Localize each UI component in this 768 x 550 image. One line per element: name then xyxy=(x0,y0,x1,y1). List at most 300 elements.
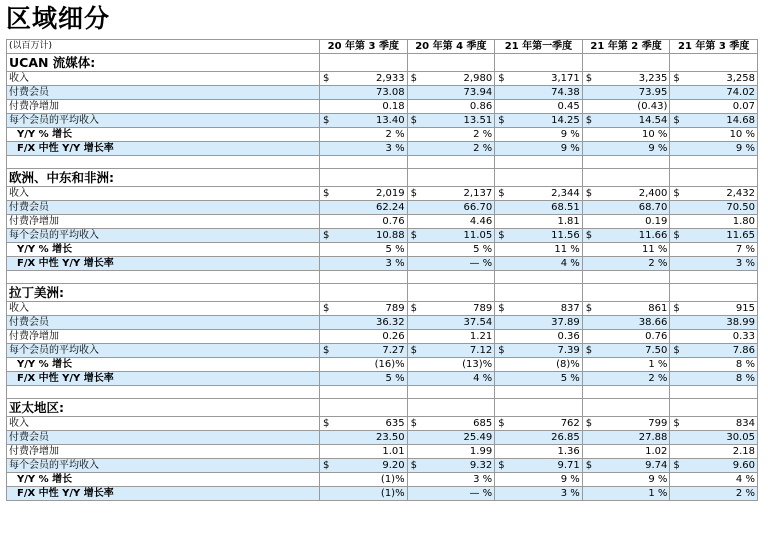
section-cell xyxy=(495,169,583,187)
value-text: 3,235 xyxy=(638,73,668,84)
value-text: 0.36 xyxy=(557,331,580,342)
value-cell xyxy=(320,316,408,330)
column-header: 21 年第 3 季度 xyxy=(670,40,758,54)
row-label: F/X 中性 Y/Y 增长率 xyxy=(7,257,320,271)
row-label: 每个会员的平均收入 xyxy=(7,114,320,128)
value-cell xyxy=(320,72,408,86)
value-cell xyxy=(407,459,495,473)
value-cell xyxy=(407,431,495,445)
row-label: 付费净增加 xyxy=(7,100,320,114)
value-cell xyxy=(670,100,758,114)
value-cell xyxy=(670,215,758,229)
table-row xyxy=(7,142,758,156)
value-text: 1.02 xyxy=(645,446,668,457)
value-text: 9 % xyxy=(735,143,755,154)
value-text: 14.54 xyxy=(638,115,668,126)
value-text: 2,432 xyxy=(726,188,755,199)
currency-symbol: $ xyxy=(410,115,417,126)
table-row xyxy=(7,215,758,229)
currency-symbol: $ xyxy=(410,188,417,199)
value-cell xyxy=(582,100,670,114)
currency-symbol: $ xyxy=(498,73,505,84)
value-text: 26.85 xyxy=(551,432,580,443)
value-text: 0.18 xyxy=(382,101,405,112)
section-title: 亚太地区: xyxy=(7,399,320,417)
value-cell xyxy=(582,459,670,473)
section-cell xyxy=(407,284,495,302)
value-cell xyxy=(407,100,495,114)
value-cell xyxy=(407,215,495,229)
value-text: 799 xyxy=(648,418,668,429)
value-cell xyxy=(320,344,408,358)
value-text: 2 % xyxy=(648,258,668,269)
spacer-row xyxy=(7,271,758,284)
row-label: Y/Y % 增长 xyxy=(7,243,320,257)
value-text: 915 xyxy=(735,303,755,314)
value-cell xyxy=(320,473,408,487)
column-header: 20 年第 4 季度 xyxy=(407,40,495,54)
currency-symbol: $ xyxy=(410,418,417,429)
value-cell xyxy=(582,257,670,271)
value-cell xyxy=(670,229,758,243)
value-text: 37.89 xyxy=(551,317,580,328)
value-text: 2 % xyxy=(473,143,493,154)
value-text: 10.88 xyxy=(375,230,405,241)
value-cell xyxy=(495,72,583,86)
value-cell xyxy=(320,372,408,386)
value-cell xyxy=(582,487,670,501)
column-header: 21 年第 2 季度 xyxy=(582,40,670,54)
value-cell xyxy=(670,344,758,358)
value-cell xyxy=(407,72,495,86)
currency-symbol: $ xyxy=(323,460,330,471)
table-row xyxy=(7,358,758,372)
section-cell xyxy=(582,54,670,72)
value-cell xyxy=(495,201,583,215)
value-cell xyxy=(407,229,495,243)
spacer-cell xyxy=(320,386,408,399)
value-cell xyxy=(582,215,670,229)
value-text: 66.70 xyxy=(463,202,493,213)
currency-symbol: $ xyxy=(498,460,505,471)
value-text: 1.99 xyxy=(469,446,493,457)
table-row xyxy=(7,316,758,330)
value-text: 1.80 xyxy=(732,216,755,227)
row-label: 付费会员 xyxy=(7,86,320,100)
page-title: 区域细分 xyxy=(6,4,111,33)
spacer-cell xyxy=(320,271,408,284)
value-cell xyxy=(495,487,583,501)
row-label: 收入 xyxy=(7,417,320,431)
value-cell xyxy=(320,459,408,473)
currency-symbol: $ xyxy=(585,418,593,429)
value-text: (1)% xyxy=(380,488,405,499)
value-text: 789 xyxy=(385,303,405,314)
value-text: 0.76 xyxy=(645,331,668,342)
value-cell xyxy=(495,100,583,114)
value-cell xyxy=(407,142,495,156)
value-cell xyxy=(495,243,583,257)
value-cell xyxy=(320,302,408,316)
value-cell xyxy=(320,128,408,142)
value-cell xyxy=(495,417,583,431)
currency-symbol: $ xyxy=(410,73,417,84)
currency-symbol: $ xyxy=(585,73,593,84)
value-cell xyxy=(670,257,758,271)
value-cell xyxy=(407,243,495,257)
value-text: 13.51 xyxy=(463,115,493,126)
table-row xyxy=(7,100,758,114)
currency-symbol: $ xyxy=(498,230,505,241)
value-cell xyxy=(495,114,583,128)
currency-symbol: $ xyxy=(410,303,417,314)
value-cell xyxy=(495,229,583,243)
value-text: 23.50 xyxy=(375,432,405,443)
value-text: 3 % xyxy=(385,143,405,154)
row-label: 每个会员的平均收入 xyxy=(7,459,320,473)
section-cell xyxy=(670,399,758,417)
value-text: 7.86 xyxy=(732,345,755,356)
value-text: 11 % xyxy=(641,244,668,255)
row-label: 付费净增加 xyxy=(7,215,320,229)
value-cell xyxy=(495,372,583,386)
value-text: (8)% xyxy=(556,359,580,370)
value-text: 8 % xyxy=(735,373,755,384)
value-text: 7 % xyxy=(735,244,755,255)
value-text: — % xyxy=(469,258,493,269)
value-text: 11 % xyxy=(554,244,580,255)
value-cell xyxy=(320,142,408,156)
spacer-row xyxy=(7,156,758,169)
value-text: 5 % xyxy=(385,373,405,384)
currency-symbol: $ xyxy=(323,418,330,429)
value-text: 14.68 xyxy=(726,115,755,126)
value-text: 7.12 xyxy=(469,345,493,356)
value-text: 0.07 xyxy=(732,101,755,112)
section-title: 拉丁美洲: xyxy=(7,284,320,302)
table-row xyxy=(7,431,758,445)
value-cell xyxy=(670,372,758,386)
section-cell xyxy=(407,54,495,72)
spacer-cell xyxy=(7,156,320,169)
value-text: 7.27 xyxy=(382,345,405,356)
section-cell xyxy=(582,399,670,417)
spacer-cell xyxy=(320,156,408,169)
section-cell xyxy=(670,284,758,302)
value-text: 1.01 xyxy=(382,446,405,457)
value-text: (16)% xyxy=(374,359,405,370)
value-text: 2 % xyxy=(385,129,405,140)
value-text: 9.32 xyxy=(469,460,493,471)
currency-symbol: $ xyxy=(323,188,330,199)
value-cell xyxy=(582,201,670,215)
value-cell xyxy=(320,187,408,201)
value-cell xyxy=(495,316,583,330)
value-cell xyxy=(670,445,758,459)
value-cell xyxy=(582,114,670,128)
spacer-cell xyxy=(407,156,495,169)
value-text: 9.20 xyxy=(382,460,405,471)
currency-symbol: $ xyxy=(410,345,417,356)
value-text: (1)% xyxy=(380,474,405,485)
section-cell xyxy=(320,284,408,302)
value-cell xyxy=(407,344,495,358)
value-cell xyxy=(670,86,758,100)
value-cell xyxy=(582,330,670,344)
value-text: 3,171 xyxy=(551,73,580,84)
value-text: 8 % xyxy=(735,359,755,370)
value-text: 3 % xyxy=(385,258,405,269)
value-cell xyxy=(320,358,408,372)
section-cell xyxy=(582,284,670,302)
currency-symbol: $ xyxy=(498,188,505,199)
spacer-row xyxy=(7,386,758,399)
row-label: 付费会员 xyxy=(7,201,320,215)
value-cell xyxy=(582,417,670,431)
value-text: 2 % xyxy=(735,488,755,499)
value-text: 25.49 xyxy=(463,432,493,443)
row-label: Y/Y % 增长 xyxy=(7,358,320,372)
value-text: 2,344 xyxy=(551,188,580,199)
value-text: 73.95 xyxy=(638,87,668,98)
spacer-cell xyxy=(407,271,495,284)
table-row xyxy=(7,459,758,473)
section-cell xyxy=(582,169,670,187)
currency-symbol: $ xyxy=(410,230,417,241)
spacer-cell xyxy=(670,271,758,284)
value-text: 9 % xyxy=(648,474,668,485)
row-label: F/X 中性 Y/Y 增长率 xyxy=(7,487,320,501)
row-label: 每个会员的平均收入 xyxy=(7,344,320,358)
value-text: 14.25 xyxy=(551,115,580,126)
value-text: 1 % xyxy=(648,488,668,499)
row-label: 收入 xyxy=(7,187,320,201)
currency-symbol: $ xyxy=(323,345,330,356)
value-cell xyxy=(407,445,495,459)
regional-breakdown-table xyxy=(6,39,758,501)
value-text: 13.40 xyxy=(375,115,405,126)
value-cell xyxy=(582,473,670,487)
unit-label: (以百万计) xyxy=(7,40,320,54)
table-row xyxy=(7,330,758,344)
section-header-row xyxy=(7,169,758,187)
value-cell xyxy=(320,330,408,344)
table-row xyxy=(7,128,758,142)
value-text: 10 % xyxy=(641,129,668,140)
value-cell xyxy=(407,257,495,271)
value-cell xyxy=(495,86,583,100)
value-text: 5 % xyxy=(473,244,493,255)
section-header-row xyxy=(7,284,758,302)
spacer-cell xyxy=(582,386,670,399)
value-cell xyxy=(670,72,758,86)
row-label: F/X 中性 Y/Y 增长率 xyxy=(7,372,320,386)
table-row xyxy=(7,417,758,431)
value-cell xyxy=(320,431,408,445)
value-text: 0.76 xyxy=(382,216,405,227)
value-text: 2 % xyxy=(648,373,668,384)
value-text: 73.94 xyxy=(463,87,493,98)
currency-symbol: $ xyxy=(673,115,680,126)
row-label: 付费净增加 xyxy=(7,330,320,344)
value-cell xyxy=(670,417,758,431)
table-row xyxy=(7,86,758,100)
value-text: 762 xyxy=(560,418,580,429)
currency-symbol: $ xyxy=(498,418,505,429)
value-cell xyxy=(582,243,670,257)
section-cell xyxy=(495,399,583,417)
row-label: 每个会员的平均收入 xyxy=(7,229,320,243)
currency-symbol: $ xyxy=(673,303,680,314)
value-cell xyxy=(407,330,495,344)
table-row xyxy=(7,344,758,358)
currency-symbol: $ xyxy=(323,115,330,126)
value-text: 0.33 xyxy=(732,331,755,342)
value-cell xyxy=(495,257,583,271)
value-text: (0.43) xyxy=(637,101,668,112)
value-cell xyxy=(320,86,408,100)
section-cell xyxy=(670,54,758,72)
value-cell xyxy=(582,358,670,372)
currency-symbol: $ xyxy=(498,303,505,314)
value-text: 834 xyxy=(735,418,755,429)
table-row xyxy=(7,229,758,243)
value-cell xyxy=(670,473,758,487)
section-title: 欧洲、中东和非洲: xyxy=(7,169,320,187)
currency-symbol: $ xyxy=(410,460,417,471)
table-row xyxy=(7,487,758,501)
spacer-cell xyxy=(7,386,320,399)
table-row xyxy=(7,473,758,487)
value-cell xyxy=(407,316,495,330)
value-text: 2,933 xyxy=(375,73,405,84)
value-cell xyxy=(582,344,670,358)
section-cell xyxy=(495,284,583,302)
section-header-row xyxy=(7,54,758,72)
value-text: 3 % xyxy=(560,488,580,499)
table-row xyxy=(7,243,758,257)
spacer-cell xyxy=(7,271,320,284)
value-text: 7.50 xyxy=(645,345,668,356)
value-cell xyxy=(582,142,670,156)
value-cell xyxy=(670,459,758,473)
section-cell xyxy=(320,54,408,72)
value-text: 9 % xyxy=(560,474,580,485)
row-label: 收入 xyxy=(7,72,320,86)
section-cell xyxy=(320,399,408,417)
value-cell xyxy=(320,215,408,229)
value-cell xyxy=(670,187,758,201)
table-row xyxy=(7,114,758,128)
value-cell xyxy=(582,187,670,201)
value-text: 74.02 xyxy=(726,87,755,98)
spacer-cell xyxy=(495,271,583,284)
value-text: 38.66 xyxy=(638,317,668,328)
value-text: 789 xyxy=(473,303,493,314)
column-header: 20 年第 3 季度 xyxy=(320,40,408,54)
value-text: 9 % xyxy=(560,129,580,140)
value-cell xyxy=(407,128,495,142)
value-cell xyxy=(495,142,583,156)
value-text: (13)% xyxy=(462,359,493,370)
value-text: 2,137 xyxy=(463,188,493,199)
value-cell xyxy=(320,229,408,243)
row-label: F/X 中性 Y/Y 增长率 xyxy=(7,142,320,156)
value-cell xyxy=(320,257,408,271)
value-cell xyxy=(495,215,583,229)
value-text: 861 xyxy=(648,303,668,314)
value-cell xyxy=(407,487,495,501)
value-cell xyxy=(495,473,583,487)
value-text: 1 % xyxy=(648,359,668,370)
value-text: 11.56 xyxy=(551,230,580,241)
value-text: 4.46 xyxy=(469,216,493,227)
value-text: 11.65 xyxy=(726,230,755,241)
value-text: 36.32 xyxy=(375,317,405,328)
value-text: — % xyxy=(469,488,493,499)
value-cell xyxy=(407,114,495,128)
currency-symbol: $ xyxy=(323,303,330,314)
value-text: 70.50 xyxy=(726,202,755,213)
value-text: 10 % xyxy=(729,129,755,140)
value-cell xyxy=(495,344,583,358)
value-cell xyxy=(582,445,670,459)
value-text: 5 % xyxy=(385,244,405,255)
value-cell xyxy=(495,431,583,445)
value-text: 9.71 xyxy=(557,460,580,471)
currency-symbol: $ xyxy=(673,460,680,471)
value-text: 74.38 xyxy=(551,87,580,98)
section-cell xyxy=(407,169,495,187)
row-label: 付费会员 xyxy=(7,316,320,330)
currency-symbol: $ xyxy=(673,345,680,356)
section-header-row xyxy=(7,399,758,417)
value-cell xyxy=(407,187,495,201)
value-cell xyxy=(495,128,583,142)
value-text: 4 % xyxy=(560,258,580,269)
row-label: 付费会员 xyxy=(7,431,320,445)
value-cell xyxy=(407,358,495,372)
value-cell xyxy=(670,330,758,344)
column-header: 21 年第一季度 xyxy=(495,40,583,54)
value-cell xyxy=(670,431,758,445)
value-text: 4 % xyxy=(473,373,493,384)
value-cell xyxy=(320,100,408,114)
table-row xyxy=(7,302,758,316)
currency-symbol: $ xyxy=(585,188,593,199)
value-cell xyxy=(320,201,408,215)
value-text: 11.05 xyxy=(463,230,493,241)
value-cell xyxy=(670,487,758,501)
value-text: 2.18 xyxy=(732,446,755,457)
section-cell xyxy=(320,169,408,187)
currency-symbol: $ xyxy=(585,460,593,471)
section-title: UCAN 流媒体: xyxy=(7,54,320,72)
table-body xyxy=(7,40,758,501)
value-cell xyxy=(670,142,758,156)
value-cell xyxy=(320,445,408,459)
value-text: 62.24 xyxy=(375,202,405,213)
value-text: 0.86 xyxy=(469,101,493,112)
value-text: 1.36 xyxy=(557,446,580,457)
value-cell xyxy=(670,243,758,257)
currency-symbol: $ xyxy=(673,188,680,199)
value-text: 9.60 xyxy=(732,460,755,471)
currency-symbol: $ xyxy=(585,115,593,126)
spacer-cell xyxy=(670,156,758,169)
value-text: 1.21 xyxy=(469,331,493,342)
value-cell xyxy=(670,201,758,215)
